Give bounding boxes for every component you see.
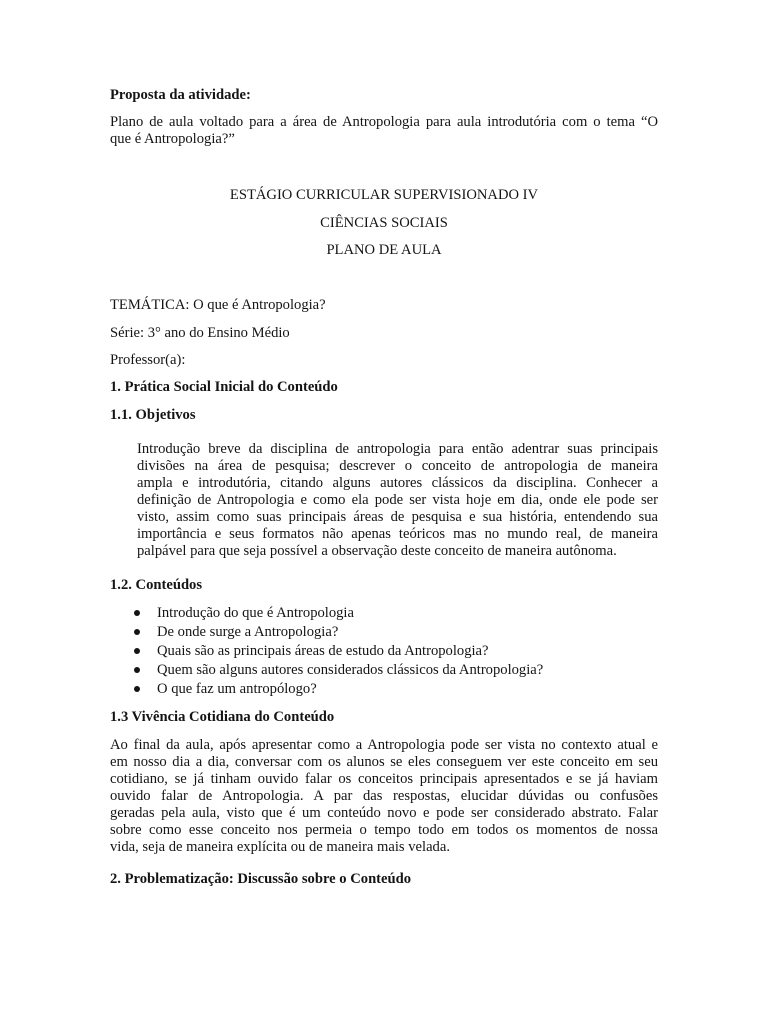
title-estagio: ESTÁGIO CURRICULAR SUPERVISIONADO IV (229, 187, 539, 203)
proposal-text (110, 114, 658, 148)
section-1-2-heading: 1.2. Conteúdos (110, 577, 203, 593)
proposal-line-1: Plano de aula voltado para a área de Antropologia para aula introdutória com o tema “O (110, 114, 658, 130)
vivencia-line: sobre como esse conceito nos permeia o tempo todo em todos os momentos de nossa (110, 822, 658, 838)
proposal-line-2: que é Antropologia?” (110, 131, 235, 147)
bullet-icon (134, 686, 140, 692)
objectives-line: palpável para que seja possível a observação deste conceito de maneira autônoma. (137, 543, 617, 559)
section-1-3-heading: 1.3 Vivência Cotidiana do Conteúdo (110, 709, 335, 725)
bullet-icon (134, 648, 140, 654)
vivencia-line: ouvido falar de Antropologia. A par das respostas, elucidar dúvidas ou confusões (110, 788, 658, 804)
list-item (110, 661, 658, 680)
list-item (110, 642, 658, 661)
bullet-icon (134, 629, 140, 635)
tematica-line: TEMÁTICA: O que é Antropologia? (110, 297, 326, 313)
list-item (110, 604, 658, 623)
vivencia-line: geradas pela aula, visto que é um conteúdo novo e pode ser considerado abstrato. Falar (110, 805, 658, 821)
bullet-icon (134, 610, 140, 616)
objectives-line: visto, assim como suas principais áreas de pesquisa e sua história, entendendo sua (137, 509, 658, 525)
professor-line: Professor(a): (110, 352, 186, 368)
section-2-heading: 2. Problematização: Discussão sobre o Conteúdo (110, 871, 412, 887)
objectives-line: divisões na área de pesquisa; descrever o conceito de antropologia de maneira (137, 458, 658, 474)
objectives-line: ampla e introdutória, citando alguns autores clássicos da disciplina. Conhecer a (137, 475, 658, 491)
list-item (110, 623, 658, 642)
list-item-text: O que faz um antropólogo? (157, 681, 317, 697)
section-1-1-heading: 1.1. Objetivos (110, 407, 196, 423)
objectives-line: definição de Antropologia e como ela pode ser vista hoje em dia, onde ele pode ser (137, 492, 658, 508)
vivencia-line: Ao final da aula, após apresentar como a Antropologia pode ser vista no contexto atual e (110, 737, 658, 753)
title-plano-de-aula: PLANO DE AULA (326, 242, 442, 258)
title-ciencias-sociais: CIÊNCIAS SOCIAIS (320, 215, 448, 231)
list-item-text: Quem são alguns autores considerados clássicos da Antropologia? (157, 662, 544, 678)
proposal-heading: Proposta da atividade: (110, 87, 251, 103)
list-item-text: Quais são as principais áreas de estudo da Antropologia? (157, 643, 489, 659)
vivencia-paragraph (110, 737, 658, 856)
objectives-paragraph (137, 441, 658, 560)
contents-list (110, 604, 658, 699)
section-1-heading: 1. Prática Social Inicial do Conteúdo (110, 379, 338, 395)
objectives-line: importância e seus formatos não apenas teóricos mas no mundo real, de maneira (137, 526, 658, 542)
list-item-text: De onde surge a Antropologia? (157, 624, 339, 640)
objectives-line: Introdução breve da disciplina de antropologia para então adentrar suas principais (137, 441, 658, 457)
serie-line: Série: 3° ano do Ensino Médio (110, 325, 290, 341)
list-item-text: Introdução do que é Antropologia (157, 605, 354, 621)
bullet-icon (134, 667, 140, 673)
vivencia-line: vida, seja de maneira explícita ou de maneira mais velada. (110, 839, 450, 855)
vivencia-line: em nosso dia a dia, conversar com os alunos se eles conseguem ver este conceito em seu (110, 754, 658, 770)
vivencia-line: cotidiano, se já tinham ouvido falar os conceitos principais apresentados e se já haviam (110, 771, 658, 787)
list-item (110, 680, 658, 699)
